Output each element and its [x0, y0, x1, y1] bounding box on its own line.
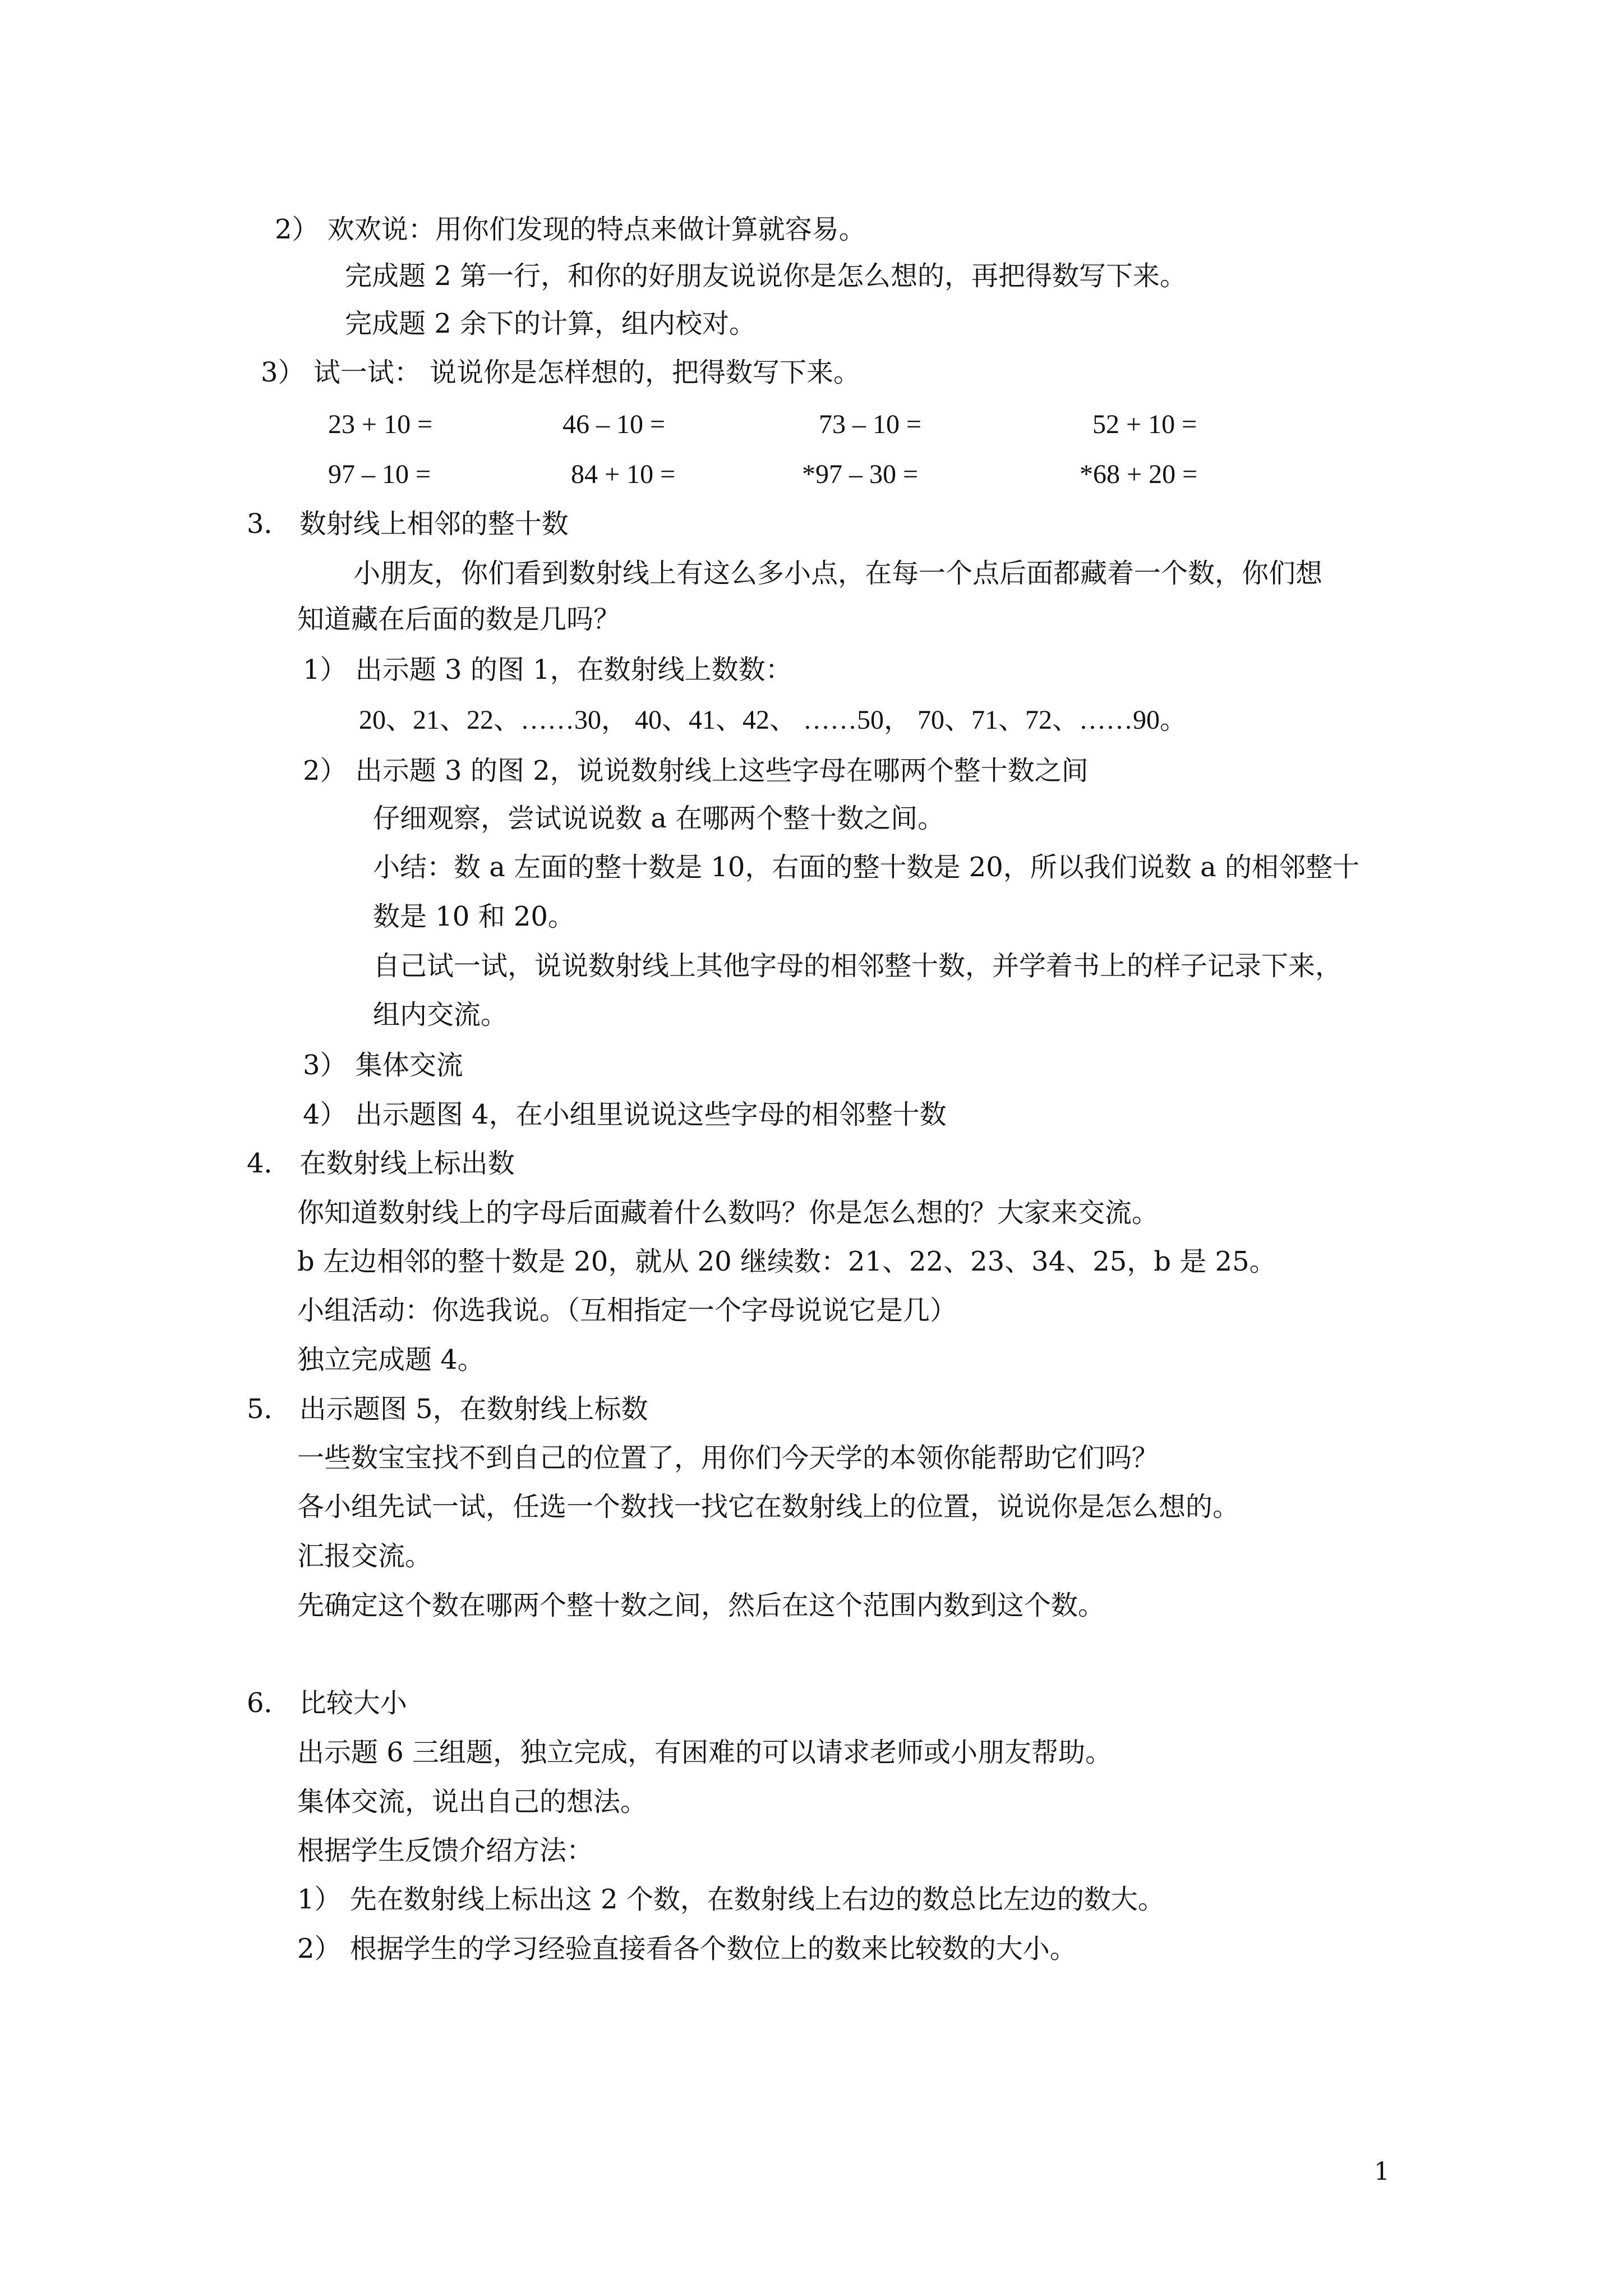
text-line: 3） 集体交流: [303, 1050, 463, 1081]
text-line: 1） 出示题 3 的图 1，在数射线上数数：: [303, 654, 792, 685]
equation: 52 + 10 =: [1092, 409, 1197, 439]
text-line: 数是 10 和 20。: [373, 901, 575, 932]
text-line: 你知道数射线上的字母后面藏着什么数吗？你是怎么想的？大家来交流。: [297, 1197, 1159, 1228]
text-line: 3） 试一试： 说说你是怎样想的，把得数写下来。: [261, 357, 861, 388]
text-line: 2） 欢欢说：用你们发现的特点来做计算就容易。: [275, 214, 866, 245]
text-line: 根据学生反馈介绍方法：: [297, 1835, 594, 1866]
text-line: 知道藏在后面的数是几吗？: [297, 604, 621, 635]
section-heading: 4． 在数射线上标出数: [247, 1148, 515, 1179]
text-line: 完成题 2 第一行，和你的好朋友说说你是怎么想的，再把得数写下来。: [345, 260, 1187, 292]
equation: *97 – 30 =: [802, 459, 919, 489]
text-line: b 左边相邻的整十数是 20，就从 20 继续数：21、22、23、34、25，b 是 25。: [297, 1246, 1276, 1277]
text-line: 完成题 2 余下的计算，组内校对。: [345, 308, 757, 339]
text-line: 20、21、22、……30， 40、41、42、 ……50， 70、71、72、……90。: [359, 705, 1187, 735]
equation: 23 + 10 =: [328, 409, 433, 439]
equation: 97 – 10 =: [328, 459, 431, 489]
equation: 73 – 10 =: [819, 409, 922, 439]
section-heading: 3． 数射线上相邻的整十数: [247, 508, 569, 540]
equation: *68 + 20 =: [1080, 459, 1198, 489]
section-heading: 5． 出示题图 5，在数射线上标数: [247, 1393, 648, 1425]
equation: 46 – 10 =: [562, 409, 666, 439]
equation: 84 + 10 =: [571, 459, 676, 489]
text-line: 出示题 6 三组题，独立完成，有困难的可以请求老师或小朋友帮助。: [297, 1737, 1113, 1768]
page-number: 1: [1374, 2157, 1390, 2186]
section-heading: 6． 比较大小: [247, 1687, 407, 1719]
text-line: 小结：数 a 左面的整十数是 10，右面的整十数是 20，所以我们说数 a 的相邻整十: [373, 852, 1359, 883]
text-line: 独立完成题 4。: [297, 1344, 485, 1375]
text-line: 各小组先试一试，任选一个数找一找它在数射线上的位置，说说你是怎么想的。: [297, 1491, 1240, 1522]
text-line: 组内交流。: [373, 999, 508, 1030]
text-line: 集体交流，说出自己的想法。: [297, 1786, 648, 1818]
text-line: 一些数宝宝找不到自己的位置了，用你们今天学的本领你能帮助它们吗？: [297, 1442, 1159, 1474]
text-line: 2） 根据学生的学习经验直接看各个数位上的数来比较数的大小。: [297, 1933, 1077, 1964]
text-line: 汇报交流。: [297, 1540, 432, 1572]
text-line: 小朋友，你们看到数射线上有这么多小点，在每一个点后面都藏着一个数，你们想: [353, 558, 1323, 589]
text-line: 小组活动：你选我说。（互相指定一个字母说说它是几）: [297, 1295, 957, 1326]
text-line: 1） 先在数射线上标出这 2 个数，在数射线上右边的数总比左边的数大。: [297, 1884, 1165, 1915]
text-line: 自己试一试，说说数射线上其他字母的相邻整十数，并学着书上的样子记录下来，: [373, 950, 1343, 982]
text-line: 2） 出示题 3 的图 2，说说数射线上这些字母在哪两个整十数之间: [303, 755, 1089, 786]
text-line: 先确定这个数在哪两个整十数之间，然后在这个范围内数到这个数。: [297, 1590, 1105, 1621]
text-line: 4） 出示题图 4，在小组里说说这些字母的相邻整十数: [303, 1099, 947, 1130]
text-line: 仔细观察，尝试说说数 a 在哪两个整十数之间。: [373, 803, 945, 834]
